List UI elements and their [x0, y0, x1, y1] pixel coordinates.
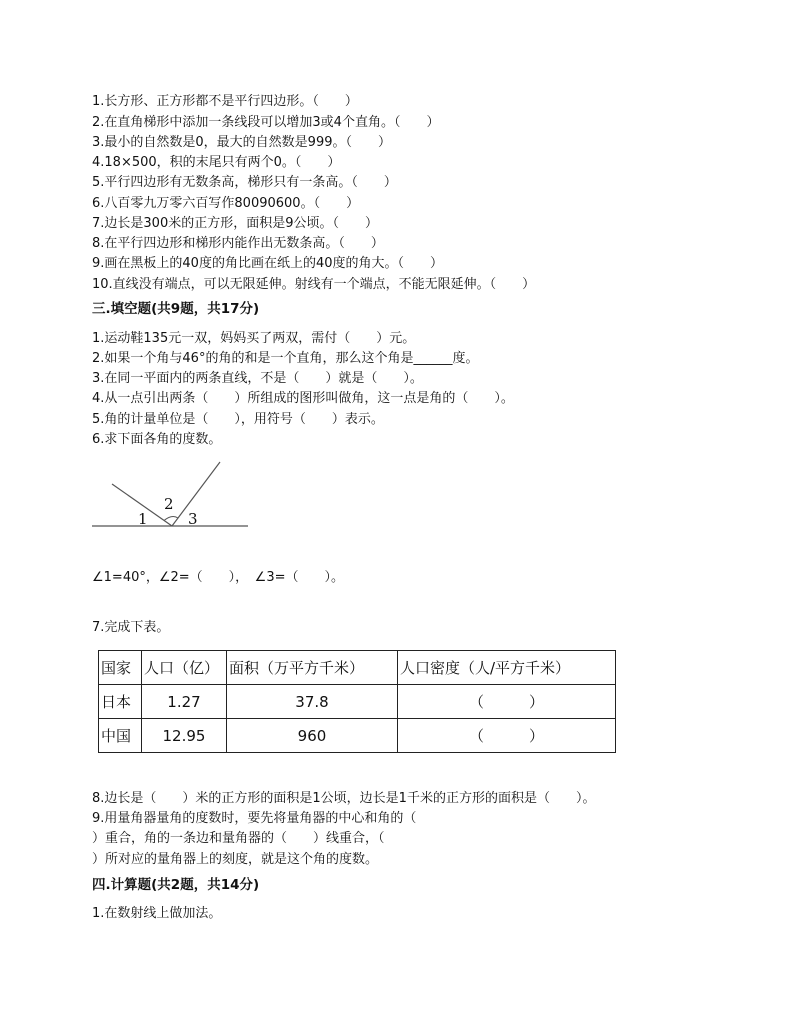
header-area: 面积（万平方千米） [227, 651, 398, 685]
fill-q5: 5.角的计量单位是（ ），用符号（ ）表示。 [92, 412, 384, 427]
judge-q2: 2.在直角梯形中添加一条线段可以增加3或4个直角。（ ） [92, 115, 440, 130]
angle-label-3: 3 [188, 510, 198, 528]
header-population: 人口（亿） [142, 651, 227, 685]
angle-figure [92, 456, 252, 536]
judge-q7: 7.边长是300米的正方形，面积是9公顷。（ ） [92, 216, 378, 231]
table-header-row [99, 651, 616, 685]
angle-label-1: 1 [138, 510, 148, 528]
judge-q8: 8.在平行四边形和梯形内能作出无数条高。（ ） [92, 236, 384, 251]
fill-q4: 4.从一点引出两条（ ）所组成的图形叫做角，这一点是角的（ ）。 [92, 391, 514, 406]
cell-population: 1.27 [142, 685, 227, 719]
fill-q2: 2.如果一个角与46°的角的和是一个直角，那么这个角是______度。 [92, 351, 479, 366]
section3-heading: 三.填空题(共9题，共17分) [92, 301, 260, 317]
fill-q9-line1: 9.用量角器量角的度数时，要先将量角器的中心和角的（ [92, 811, 417, 826]
fill-q9-line3: ）所对应的量角器上的刻度，就是这个角的度数。 [92, 852, 379, 867]
section4-heading: 四.计算题(共2题，共14分) [92, 877, 260, 893]
calc-q1: 1.在数射线上做加法。 [92, 906, 222, 921]
judge-q5: 5.平行四边形有无数条高，梯形只有一条高。（ ） [92, 175, 397, 190]
cell-density: （ ） [398, 685, 616, 719]
table-row [99, 685, 616, 719]
angle-label-2: 2 [164, 495, 174, 513]
cell-area: 37.8 [227, 685, 398, 719]
fill-q1: 1.运动鞋135元一双，妈妈买了两双，需付（ ）元。 [92, 331, 416, 346]
cell-country: 日本 [99, 685, 142, 719]
fill-q9-line2: ）重合，角的一条边和量角器的（ ）线重合，（ [92, 831, 385, 846]
judge-q10: 10.直线没有端点，可以无限延伸。射线有一个端点，不能无限延伸。（ ） [92, 277, 536, 292]
fill-q8: 8.边长是（ ）米的正方形的面积是1公顷，边长是1千米的正方形的面积是（ ）。 [92, 791, 596, 806]
judge-q9: 9.画在黑板上的40度的角比画在纸上的40度的角大。（ ） [92, 256, 443, 271]
fill-q7: 7.完成下表。 [92, 620, 170, 635]
cell-density: （ ） [398, 719, 616, 753]
fill-q6-answer: ∠1=40°，∠2=（ ）， ∠3=（ ）。 [92, 570, 344, 585]
fill-q6: 6.求下面各角的度数。 [92, 432, 222, 447]
header-density: 人口密度（人/平方千米） [398, 651, 616, 685]
fill-q3: 3.在同一平面内的两条直线，不是（ ）就是（ ）。 [92, 371, 423, 386]
table-row [99, 719, 616, 753]
header-country: 国家 [99, 651, 142, 685]
cell-country: 中国 [99, 719, 142, 753]
judge-q1: 1.长方形、正方形都不是平行四边形。（ ） [92, 94, 358, 109]
angle-diagram [92, 456, 252, 536]
judge-q3: 3.最小的自然数是0，最大的自然数是999。（ ） [92, 135, 391, 150]
cell-population: 12.95 [142, 719, 227, 753]
population-table [98, 650, 616, 753]
judge-q6: 6.八百零九万零六百写作80090600。（ ） [92, 196, 360, 211]
cell-area: 960 [227, 719, 398, 753]
judge-q4: 4.18×500，积的末尾只有两个0。（ ） [92, 155, 341, 170]
